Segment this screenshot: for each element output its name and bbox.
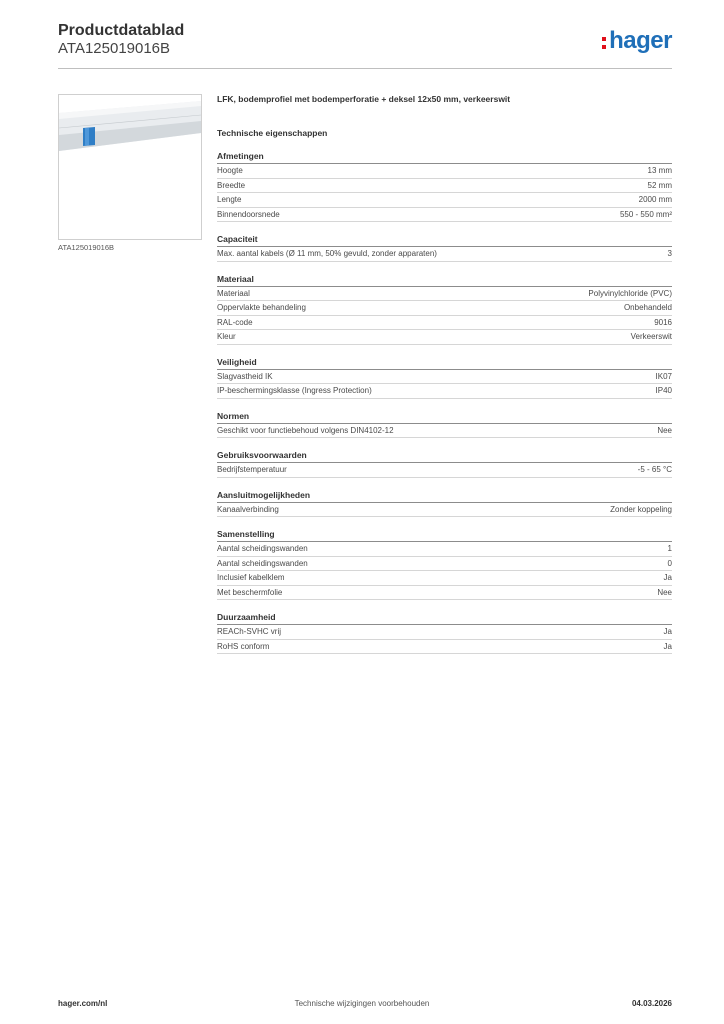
spec-section-title: Veiligheid	[217, 356, 672, 370]
spec-label: RoHS conform	[217, 641, 270, 651]
spec-section	[217, 449, 672, 478]
logo-dots-icon	[602, 35, 606, 51]
spec-label: REACh-SVHC vrij	[217, 627, 282, 637]
spec-label: Kanaalverbinding	[217, 504, 279, 514]
spec-value: Onbehandeld	[623, 303, 672, 313]
spec-label: Aantal scheidingswanden	[217, 544, 308, 554]
spec-row	[217, 316, 672, 331]
spec-label: Hoogte	[217, 166, 243, 176]
spec-label: Bedrijfstemperatuur	[217, 465, 287, 475]
footer-disclaimer: Technische wijzigingen voorbehouden	[294, 999, 430, 1008]
spec-value: 2000 mm	[638, 195, 672, 205]
spec-section	[217, 150, 672, 222]
spec-label: Kleur	[217, 332, 236, 342]
spec-row	[217, 330, 672, 345]
footer-website-link[interactable]: hager.com/nl	[58, 999, 108, 1008]
specification-panel	[217, 93, 672, 665]
footer-date: 04.03.2026	[631, 999, 672, 1008]
image-caption: ATA125019016B	[58, 243, 115, 252]
spec-value: IK07	[655, 371, 672, 381]
spec-row	[217, 625, 672, 640]
product-image-frame	[58, 94, 202, 240]
spec-row	[217, 164, 672, 179]
spec-label: Binnendoorsnede	[217, 209, 280, 219]
spec-label: IP-beschermingsklasse (Ingress Protection)	[217, 386, 372, 396]
spec-section-title: Normen	[217, 410, 672, 424]
spec-label: Geschikt voor functiebehoud volgens DIN4102-12	[217, 425, 394, 435]
spec-value: Ja	[663, 627, 672, 637]
spec-value: 1	[667, 544, 672, 554]
page-title: Productdatablad	[58, 22, 185, 39]
spec-label: Inclusief kabelklem	[217, 573, 285, 583]
spec-row	[217, 557, 672, 572]
spec-value: Ja	[663, 641, 672, 651]
spec-value: 13 mm	[647, 166, 672, 176]
spec-section-title: Materiaal	[217, 273, 672, 287]
article-number: ATA125019016B	[58, 40, 171, 57]
spec-row	[217, 384, 672, 399]
spec-row	[217, 542, 672, 557]
hager-logo[interactable]	[602, 28, 672, 54]
spec-section	[217, 528, 672, 600]
spec-section-title: Aansluitmogelijkheden	[217, 489, 672, 503]
spec-row	[217, 287, 672, 302]
product-description: LFK, bodemprofiel met bodemperforatie + deksel 12x50 mm, verkeerswit	[217, 94, 511, 104]
spec-label: Materiaal	[217, 288, 250, 298]
spec-section	[217, 233, 672, 262]
spec-value: 550 - 550 mm²	[619, 209, 672, 219]
tech-properties-heading: Technische eigenschappen	[217, 128, 328, 138]
spec-value: 3	[667, 249, 672, 259]
spec-value: Polyvinylchloride (PVC)	[588, 288, 672, 298]
spec-section	[217, 611, 672, 654]
spec-value: Ja	[663, 573, 672, 583]
cable-duct-image	[59, 95, 201, 239]
spec-label: Met beschermfolie	[217, 587, 283, 597]
spec-label: Oppervlakte behandeling	[217, 303, 306, 313]
spec-row	[217, 640, 672, 655]
spec-value: 9016	[654, 317, 672, 327]
spec-row	[217, 370, 672, 385]
spec-label: Breedte	[217, 180, 246, 190]
spec-row	[217, 179, 672, 194]
spec-section-title: Samenstelling	[217, 528, 672, 542]
spec-row	[217, 208, 672, 223]
spec-section-title: Duurzaamheid	[217, 611, 672, 625]
spec-row	[217, 463, 672, 478]
spec-section	[217, 273, 672, 345]
spec-row	[217, 301, 672, 316]
spec-section-title: Gebruiksvoorwaarden	[217, 449, 672, 463]
spec-row	[217, 247, 672, 262]
spec-value: Verkeerswit	[630, 332, 672, 342]
spec-label: Lengte	[217, 195, 242, 205]
spec-row	[217, 571, 672, 586]
spec-label: Slagvastheid IK	[217, 371, 273, 381]
spec-value: -5 - 65 °C	[637, 465, 672, 475]
spec-section	[217, 489, 672, 518]
spec-section-title: Capaciteit	[217, 233, 672, 247]
spec-label: RAL-code	[217, 317, 253, 327]
spec-row	[217, 193, 672, 208]
logo-text: hager	[609, 27, 672, 54]
spec-value: 0	[667, 558, 672, 568]
spec-section	[217, 356, 672, 399]
spec-value: Nee	[657, 425, 672, 435]
spec-sections	[217, 150, 672, 654]
spec-row	[217, 503, 672, 518]
spec-label: Max. aantal kabels (Ø 11 mm, 50% gevuld, zonder apparaten)	[217, 249, 437, 259]
spec-value: 52 mm	[647, 180, 672, 190]
spec-row	[217, 424, 672, 439]
spec-section	[217, 410, 672, 439]
spec-value: IP40	[655, 386, 672, 396]
spec-value: Zonder koppeling	[610, 504, 672, 514]
spec-value: Nee	[657, 587, 672, 597]
header-divider	[58, 68, 672, 69]
spec-section-title: Afmetingen	[217, 150, 672, 164]
spec-label: Aantal scheidingswanden	[217, 558, 308, 568]
spec-row	[217, 586, 672, 601]
